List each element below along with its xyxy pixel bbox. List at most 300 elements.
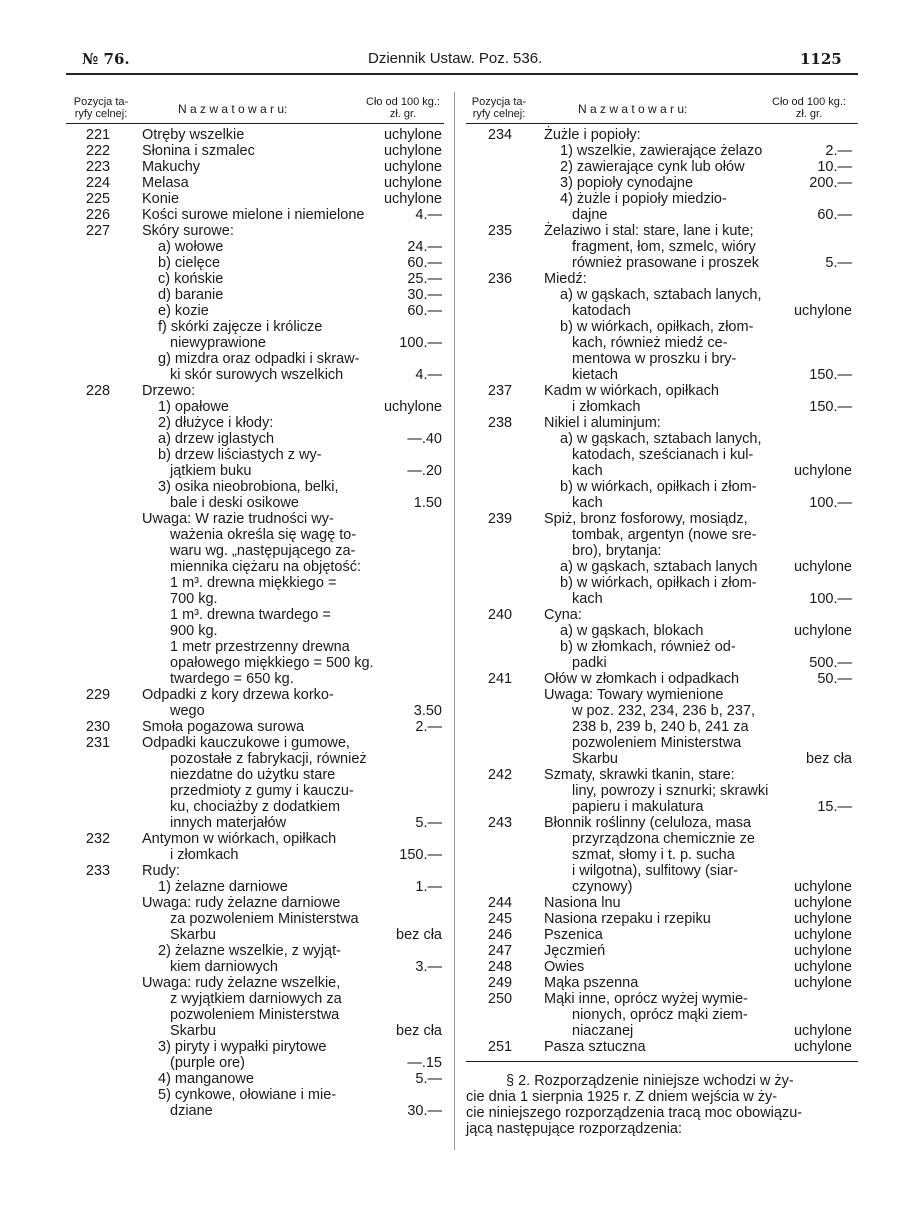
tariff-description: d) baranie [158,287,224,303]
tariff-line [70,671,442,687]
tariff-duty: 4.— [415,367,442,383]
tariff-line [472,831,852,847]
tariff-description: Odpadki z kory drzewa korko- [142,687,334,703]
tariff-line [472,847,852,863]
tariff-duty: bez cła [396,927,442,943]
tariff-line [472,879,852,895]
tariff-line [472,623,852,639]
tariff-description: waru wg. „następującego za- [170,543,356,559]
tariff-line [472,351,852,367]
tariff-description: Uwaga: rudy żelazne darniowe [142,895,341,911]
tariff-duty: 100.— [809,591,852,607]
tariff-description: Żużle i popioły: [544,127,641,143]
tariff-line [70,479,442,495]
tariff-description: 900 kg. [170,623,218,639]
tariff-duty: —.20 [407,463,442,479]
tariff-description: ku, chociażby z dodatkiem [170,799,341,815]
tariff-position: 251 [487,1039,513,1055]
tariff-line [70,223,442,239]
tariff-duty: 2.— [415,719,442,735]
tariff-line [472,1023,852,1039]
tariff-description: 2) dłużyce i kłody: [158,415,274,431]
tariff-line [70,783,442,799]
tariff-line [70,1023,442,1039]
tariff-position: 245 [487,911,513,927]
tariff-description: wego [170,703,205,719]
right-name-label: N a z w a t o w a r u: [578,102,688,116]
tariff-description: Słonina i szmalec [142,143,255,159]
tariff-description: i złomkach [572,399,641,415]
tariff-description: b) w wiórkach, opiłkach, złom- [560,319,754,335]
tariff-description: tombak, argentyn (nowe sre- [572,527,757,543]
tariff-line [70,687,442,703]
closing-line-2: cie dnia 1 sierpnia 1925 r. Z dniem wejścia w ży- [466,1089,778,1105]
tariff-description: opałowego miękkiego = 500 kg. [170,655,374,671]
tariff-description: papieru i makulatura [572,799,704,815]
tariff-duty: uchylone [383,127,442,143]
tariff-description: szmat, słomy i t. p. sucha [572,847,735,863]
tariff-description: niaczanej [572,1023,634,1039]
tariff-line [70,255,442,271]
tariff-line [70,527,442,543]
tariff-line [472,799,852,815]
tariff-description: z wyjątkiem darniowych za [170,991,342,1007]
tariff-position: 247 [487,943,513,959]
tariff-duty: 30.— [407,1103,442,1119]
tariff-description: Nasiona rzepaku i rzepiku [544,911,711,927]
tariff-duty: uchylone [793,463,852,479]
tariff-description: Błonnik roślinny (celuloza, masa [544,815,752,831]
tariff-description: a) w gąskach, sztabach lanych, [560,431,762,447]
tariff-line [472,447,852,463]
tariff-line [472,479,852,495]
tariff-description: Skóry surowe: [142,223,234,239]
tariff-description: Spiż, bronz fosforowy, mosiądz, [544,511,748,527]
tariff-line [70,127,442,143]
tariff-line [472,175,852,191]
tariff-line [472,431,852,447]
tariff-line [70,655,442,671]
tariff-description: Konie [142,191,180,207]
tariff-position: 225 [85,191,111,207]
tariff-line [472,543,852,559]
tariff-description: Miedź: [544,271,587,287]
tariff-line [70,943,442,959]
tariff-line [70,751,442,767]
tariff-line [70,367,442,383]
tariff-line [70,1007,442,1023]
tariff-description: 5) cynkowe, ołowiane i mie- [158,1087,337,1103]
tariff-description: Ołów w złomkach i odpadkach [544,671,740,687]
tariff-description: Uwaga: W razie trudności wy- [142,511,334,527]
tariff-description: kach, również miedź ce- [572,335,728,351]
tariff-position: 238 [487,415,513,431]
tariff-line [70,639,442,655]
tariff-line [472,159,852,175]
tariff-line [472,783,852,799]
tariff-position: 234 [487,127,513,143]
tariff-line [70,1087,442,1103]
tariff-line [472,303,852,319]
tariff-duty: uchylone [793,1023,852,1039]
tariff-description: w poz. 232, 234, 236 b, 237, [572,703,755,719]
tariff-line [70,175,442,191]
tariff-line [472,943,852,959]
tariff-line [70,351,442,367]
tariff-duty: 150.— [809,367,852,383]
tariff-line [70,703,442,719]
tariff-line [472,463,852,479]
tariff-line [70,927,442,943]
tariff-line [472,415,852,431]
tariff-line [472,527,852,543]
tariff-position: 230 [85,719,111,735]
tariff-duty: uchylone [793,927,852,943]
page-number: 1125 [800,50,842,68]
tariff-position: 250 [487,991,513,1007]
tariff-line [70,431,442,447]
tariff-description: Uwaga: rudy żelazne wszelkie, [142,975,341,991]
tariff-line [70,143,442,159]
tariff-description: liny, powrozy i sznurki; skrawki [572,783,769,799]
tariff-description: g) mizdra oraz odpadki i skraw- [158,351,360,367]
tariff-line [472,335,852,351]
tariff-line [472,687,852,703]
tariff-line [70,383,442,399]
tariff-description: Pasza sztuczna [544,1039,646,1055]
tariff-description: Melasa [142,175,189,191]
tariff-duty: uchylone [383,143,442,159]
tariff-line [70,735,442,751]
tariff-description: Skarbu [572,751,618,767]
tariff-duty: 1.— [415,879,442,895]
left-duty-label: Cło od 100 kg.: zł. gr. [366,96,440,120]
tariff-position: 224 [85,175,111,191]
tariff-duty: uchylone [793,879,852,895]
tariff-description: Kadm w wiórkach, opiłkach [544,383,719,399]
tariff-description: również prasowane i proszek [572,255,759,271]
tariff-duty: 150.— [399,847,442,863]
right-subheader-rule [466,123,858,124]
tariff-line [472,319,852,335]
tariff-line [472,639,852,655]
left-name-label: N a z w a t o w a r u: [178,102,288,116]
tariff-description: mentowa w proszku i bry- [572,351,737,367]
tariff-description: pozostałe z fabrykacji, również [170,751,367,767]
tariff-line [70,1103,442,1119]
tariff-duty: uchylone [793,623,852,639]
tariff-description: a) drzew iglastych [158,431,275,447]
tariff-line [70,879,442,895]
tariff-line [70,1039,442,1055]
tariff-line [70,991,442,1007]
tariff-line [70,159,442,175]
closing-line-4: jącą następujące rozporządzenia: [466,1121,683,1137]
tariff-description: e) kozie [158,303,209,319]
tariff-description: c) końskie [158,271,224,287]
tariff-duty: uchylone [793,959,852,975]
tariff-line [472,591,852,607]
tariff-line [472,671,852,687]
tariff-description: kiem darniowych [170,959,278,975]
tariff-line [472,383,852,399]
tariff-line [70,607,442,623]
tariff-description: f) skórki zajęcze i królicze [158,319,323,335]
tariff-description: innych materjałów [170,815,287,831]
tariff-duty: 2.— [825,143,852,159]
tariff-duty: uchylone [383,399,442,415]
tariff-duty: 10.— [817,159,852,175]
tariff-line [70,575,442,591]
tariff-description: kach [572,495,603,511]
tariff-description: Skarbu [170,1023,216,1039]
tariff-description: 4) żużle i popioły miedzio- [560,191,727,207]
tariff-description: Mąka pszenna [544,975,639,991]
tariff-duty: 100.— [399,335,442,351]
tariff-line [472,287,852,303]
tariff-description: 238 b, 239 b, 240 b, 241 za [572,719,749,735]
tariff-description: (purple ore) [170,1055,245,1071]
tariff-description: Szmaty, skrawki tkanin, stare: [544,767,735,783]
tariff-description: 3) popioły cynodajne [560,175,694,191]
column-divider [454,92,455,1150]
tariff-position: 237 [487,383,513,399]
tariff-description: 1 metr przestrzenny drewna [170,639,350,655]
tariff-line [70,303,442,319]
tariff-line [70,863,442,879]
left-subheader-rule [66,123,444,124]
tariff-description: miennika ciężaru na objętość: [170,559,362,575]
tariff-line [472,911,852,927]
tariff-line [70,815,442,831]
tariff-description: dajne [572,207,608,223]
tariff-description: padki [572,655,607,671]
tariff-duty: 60.— [407,255,442,271]
tariff-duty: 5.— [415,815,442,831]
tariff-description: czynowy) [572,879,633,895]
tariff-line [70,799,442,815]
tariff-position: 241 [487,671,513,687]
tariff-line [70,335,442,351]
tariff-description: za pozwoleniem Ministerstwa [170,911,359,927]
tariff-line [70,207,442,223]
tariff-line [70,591,442,607]
tariff-description: bale i deski osikowe [170,495,299,511]
tariff-duty: 24.— [407,239,442,255]
tariff-line [472,975,852,991]
tariff-description: przedmioty z gumy i kauczu- [170,783,354,799]
table-end-rule [466,1061,858,1062]
tariff-duty: uchylone [383,191,442,207]
tariff-description: Uwaga: Towary wymienione [544,687,724,703]
tariff-duty: uchylone [793,559,852,575]
tariff-line [472,207,852,223]
tariff-description: i złomkach [170,847,239,863]
tariff-description: kach [572,591,603,607]
tariff-line [70,287,442,303]
tariff-line [472,255,852,271]
tariff-description: nionych, oprócz mąki ziem- [572,1007,748,1023]
tariff-line [472,127,852,143]
tariff-line [472,575,852,591]
tariff-line [472,895,852,911]
tariff-position: 246 [487,927,513,943]
tariff-duty: 3.50 [413,703,442,719]
tariff-description: 3) piryty i wypałki pirytowe [158,1039,327,1055]
tariff-line [70,559,442,575]
tariff-line [472,991,852,1007]
tariff-line [472,815,852,831]
tariff-description: kietach [572,367,618,383]
tariff-duty: 30.— [407,287,442,303]
tariff-duty: bez cła [806,751,852,767]
tariff-duty: 500.— [809,655,852,671]
tariff-line [70,895,442,911]
tariff-line [472,223,852,239]
tariff-line [472,495,852,511]
tariff-description: Cyna: [544,607,582,623]
tariff-line [70,911,442,927]
tariff-description: katodach [572,303,631,319]
tariff-description: 1 m³. drewna twardego = [170,607,331,623]
tariff-position: 249 [487,975,513,991]
tariff-description: Odpadki kauczukowe i gumowe, [142,735,350,751]
tariff-description: a) w gąskach, sztabach lanych, [560,287,762,303]
tariff-position: 242 [487,767,513,783]
tariff-line [472,751,852,767]
tariff-duty: 25.— [407,271,442,287]
tariff-line [472,559,852,575]
tariff-description: b) cielęce [158,255,221,271]
tariff-duty: 100.— [809,495,852,511]
tariff-description: Rudy: [142,863,180,879]
tariff-line [70,319,442,335]
tariff-line [472,1039,852,1055]
tariff-description: katodach, sześcianach i kul- [572,447,754,463]
tariff-line [70,767,442,783]
tariff-line [70,831,442,847]
tariff-duty: 60.— [817,207,852,223]
tariff-duty: uchylone [383,159,442,175]
tariff-description: i wilgotna), sulfitowy (siar- [572,863,738,879]
tariff-line [70,239,442,255]
tariff-line [472,927,852,943]
tariff-duty: 1.50 [413,495,442,511]
tariff-line [70,1071,442,1087]
tariff-line [472,143,852,159]
tariff-duty: 60.— [407,303,442,319]
tariff-line [472,271,852,287]
tariff-description: 1) żelazne darniowe [158,879,288,895]
tariff-position: 240 [487,607,513,623]
tariff-duty: 3.— [415,959,442,975]
tariff-duty: uchylone [383,175,442,191]
tariff-line [472,655,852,671]
tariff-description: Drzewo: [142,383,196,399]
tariff-description: Makuchy [142,159,201,175]
tariff-line [70,511,442,527]
tariff-description: Nasiona lnu [544,895,621,911]
tariff-duty: uchylone [793,943,852,959]
tariff-description: niewyprawione [170,335,266,351]
tariff-position: 233 [85,863,111,879]
tariff-description: Kości surowe mielone i niemielone [142,207,365,223]
tariff-line [472,399,852,415]
tariff-line [472,767,852,783]
tariff-description: ki skór surowych wszelkich [170,367,344,383]
tariff-description: 2) zawierające cynk lub ołów [560,159,745,175]
tariff-position: 231 [85,735,111,751]
closing-line-1: § 2. Rozporządzenie niniejsze wchodzi w ży- [506,1073,794,1089]
left-pos-label: Pozycja ta- ryfy celnej: [73,96,129,120]
tariff-position: 226 [85,207,111,223]
tariff-description: niezdatne do użytku stare [170,767,336,783]
tariff-duty: 50.— [817,671,852,687]
tariff-description: fragment, łom, szmelc, wióry [572,239,756,255]
tariff-line [70,495,442,511]
tariff-duty: uchylone [793,975,852,991]
tariff-position: 223 [85,159,111,175]
tariff-position: 228 [85,383,111,399]
tariff-line [472,367,852,383]
tariff-description: Antymon w wiórkach, opiłkach [142,831,337,847]
tariff-position: 221 [85,127,111,143]
tariff-description: Skarbu [170,927,216,943]
tariff-position: 244 [487,895,513,911]
tariff-line [70,959,442,975]
tariff-line [70,271,442,287]
tariff-line [70,191,442,207]
tariff-description: 1 m³. drewna miękkiego = [170,575,337,591]
tariff-line [472,959,852,975]
tariff-description: a) wołowe [158,239,224,255]
tariff-line [472,239,852,255]
tariff-description: jątkiem buku [170,463,252,479]
tariff-description: b) w wiórkach, opiłkach i złom- [560,575,757,591]
tariff-line [472,1007,852,1023]
tariff-line [70,623,442,639]
tariff-description: 1) opałowe [158,399,229,415]
right-duty-label: Cło od 100 kg.: zł. gr. [772,96,846,120]
tariff-position: 222 [85,143,111,159]
tariff-position: 239 [487,511,513,527]
tariff-description: bro), brytanja: [572,543,662,559]
tariff-description: 3) osika nieobrobiona, belki, [158,479,339,495]
tariff-duty: uchylone [793,911,852,927]
tariff-line [70,719,442,735]
tariff-description: 2) żelazne wszelkie, z wyjąt- [158,943,341,959]
issue-number: № 76. [82,50,130,68]
tariff-line [70,847,442,863]
tariff-line [472,735,852,751]
tariff-duty: 15.— [817,799,852,815]
tariff-duty: 200.— [809,175,852,191]
tariff-description: b) w wiórkach, opiłkach i złom- [560,479,757,495]
tariff-duty: bez cła [396,1023,442,1039]
tariff-line [472,703,852,719]
tariff-duty: uchylone [793,895,852,911]
tariff-duty: uchylone [793,1039,852,1055]
tariff-position: 229 [85,687,111,703]
tariff-description: a) w gąskach, blokach [560,623,704,639]
tariff-description: dziane [170,1103,213,1119]
tariff-description: 4) manganowe [158,1071,254,1087]
tariff-line [70,399,442,415]
tariff-description: 1) wszelkie, zawierające żelazo [560,143,763,159]
tariff-description: b) drzew liściastych z wy- [158,447,322,463]
journal-title: Dziennik Ustaw. Poz. 536. [368,50,543,67]
tariff-description: przyrządzona chemicznie ze [572,831,755,847]
